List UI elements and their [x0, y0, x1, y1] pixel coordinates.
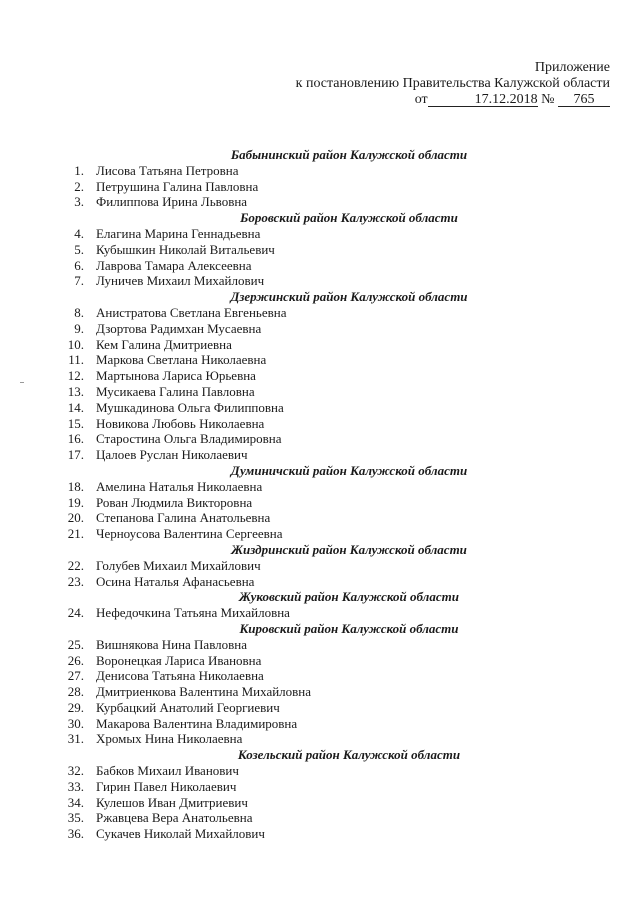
list-item [0, 795, 640, 811]
list-item [0, 416, 640, 432]
item-number: 12. [67, 368, 84, 384]
list-item [0, 337, 640, 353]
item-number: 35. [67, 810, 84, 826]
item-number: 14. [67, 399, 84, 415]
item-number: 5. [74, 241, 84, 257]
item-number: 2. [74, 178, 84, 194]
person-name: Черноусова Валентина Сергеевна [96, 526, 283, 542]
item-number: 8. [74, 304, 84, 320]
appendix-header [296, 60, 610, 108]
order-number: 765 [558, 93, 610, 107]
list-item [0, 668, 640, 684]
list-item [0, 558, 640, 574]
item-number: 36. [67, 826, 84, 842]
person-name: Елагина Марина Геннадьевна [96, 225, 261, 241]
item-number: 21. [67, 526, 84, 542]
list-item [0, 163, 640, 179]
list-item [0, 779, 640, 795]
order-number-label: № [541, 92, 555, 107]
list-item [0, 431, 640, 447]
person-name: Рован Людмила Викторовна [96, 494, 253, 510]
list-item [0, 495, 640, 511]
list-item [0, 479, 640, 495]
person-name: Лаврова Тамара Алексеевна [96, 257, 252, 273]
item-number: 33. [67, 778, 84, 794]
district-heading: Козельский район Калужской области [237, 747, 461, 763]
item-number: 11. [68, 352, 84, 368]
district-heading: Дзержинский район Калужской области [230, 289, 468, 305]
list-item [0, 810, 640, 826]
list-item [0, 368, 640, 384]
item-number: 10. [67, 336, 84, 352]
person-name: Амелина Наталья Николаевна [96, 478, 263, 494]
list-item [0, 526, 640, 542]
person-name: Курбацкий Анатолий Георгиевич [96, 699, 280, 715]
person-name: Денисова Татьяна Николаевна [96, 668, 264, 684]
list-item [0, 194, 640, 210]
item-number: 7. [74, 273, 84, 289]
item-number: 23. [67, 573, 84, 589]
item-number: 13. [67, 383, 84, 399]
person-name: Вишнякова Нина Павловна [96, 636, 248, 652]
order-prefix: от [414, 92, 428, 107]
item-number: 30. [67, 715, 84, 731]
order-reference [296, 92, 610, 108]
district-heading: Жиздринский район Калужской области [231, 541, 467, 557]
list-item [0, 242, 640, 258]
item-number: 29. [67, 699, 84, 715]
list-item [0, 273, 640, 289]
person-name: Бабков Михаил Иванович [96, 763, 239, 779]
list-item [0, 826, 640, 842]
item-number: 15. [67, 415, 84, 431]
item-number: 16. [67, 431, 84, 447]
item-number: 26. [67, 652, 84, 668]
person-name: Макарова Валентина Владимировна [96, 715, 298, 731]
person-name: Кубышкин Николай Витальевич [96, 241, 275, 257]
district-heading: Бабынинский район Калужской области [230, 147, 468, 162]
person-name: Старостина Ольга Владимировна [96, 431, 282, 447]
item-number: 4. [74, 225, 84, 241]
item-number: 17. [67, 447, 84, 463]
district-heading: Жуковский район Калужской области [239, 589, 459, 605]
person-name: Мушкадинова Ольга Филипповна [96, 399, 284, 415]
person-name: Мартынова Лариса Юрьевна [96, 368, 256, 384]
list-item [0, 684, 640, 700]
person-name: Новикова Любовь Николаевна [96, 415, 265, 431]
list-item [0, 763, 640, 779]
person-name: Филиппова Ирина Львовна [96, 194, 248, 210]
person-name: Нефедочкина Татьяна Михайловна [96, 605, 290, 621]
list-item [0, 510, 640, 526]
person-name: Ржавцева Вера Анатольевна [96, 810, 253, 826]
person-name: Петрушина Галина Павловна [96, 178, 259, 194]
item-number: 3. [74, 194, 84, 210]
person-name: Цалоев Руслан Николаевич [96, 447, 248, 463]
list-item [0, 700, 640, 716]
list-item [0, 447, 640, 463]
order-date: 17.12.2018 [428, 93, 538, 107]
person-name: Маркова Светлана Николаевна [96, 352, 267, 368]
person-name: Сукачев Николай Михайлович [96, 826, 265, 842]
person-name: Анистратова Светлана Евгеньевна [96, 304, 287, 320]
list-item [0, 258, 640, 274]
person-name: Дзортова Радимхан Мусаевна [96, 320, 262, 336]
district-heading: Думиничский район Калужской области [230, 462, 468, 478]
list-item [0, 653, 640, 669]
item-number: 22. [67, 557, 84, 573]
item-number: 24. [67, 605, 84, 621]
person-name: Воронецкая Лариса Ивановна [96, 652, 262, 668]
list-item [0, 731, 640, 747]
list-item [0, 179, 640, 195]
person-name: Степанова Галина Анатольевна [96, 510, 271, 526]
district-list [0, 147, 640, 842]
person-name: Дмитриенкова Валентина Михайловна [96, 684, 312, 700]
list-item [0, 384, 640, 400]
list-item [0, 400, 640, 416]
list-item [0, 716, 640, 732]
item-number: 9. [74, 320, 84, 336]
item-number: 28. [67, 684, 84, 700]
list-item [0, 605, 640, 621]
district-heading: Кировский район Калужской области [239, 620, 459, 636]
appendix-subtitle: к постановлению Правительства Калужской области [295, 76, 610, 91]
person-name: Осина Наталья Афанасьевна [96, 573, 255, 589]
item-number: 27. [67, 668, 84, 684]
person-name: Хромых Нина Николаевна [96, 731, 243, 747]
item-number: 19. [67, 494, 84, 510]
list-item [0, 352, 640, 368]
item-number: 32. [67, 763, 84, 779]
district-heading: Боровский район Калужской области [240, 210, 458, 226]
person-name: Кем Галина Дмитриевна [96, 336, 232, 352]
item-number: 18. [67, 478, 84, 494]
appendix-title: Приложение [534, 60, 610, 75]
person-name: Кулешов Иван Дмитриевич [96, 794, 248, 810]
item-number: 1. [74, 162, 84, 178]
item-number: 31. [67, 731, 84, 747]
item-number: 6. [74, 257, 84, 273]
item-number: 20. [67, 510, 84, 526]
item-number: 25. [67, 636, 84, 652]
list-item [0, 321, 640, 337]
list-item [0, 226, 640, 242]
person-name: Голубев Михаил Михайлович [96, 557, 261, 573]
person-name: Лисова Татьяна Петровна [96, 162, 239, 178]
item-number: 34. [67, 794, 84, 810]
list-item [0, 574, 640, 590]
list-item [0, 637, 640, 653]
person-name: Луничев Михаил Михайлович [96, 273, 265, 289]
person-name: Мусикаева Галина Павловна [96, 383, 255, 399]
person-name: Гирин Павел Николаевич [96, 778, 237, 794]
list-item [0, 305, 640, 321]
